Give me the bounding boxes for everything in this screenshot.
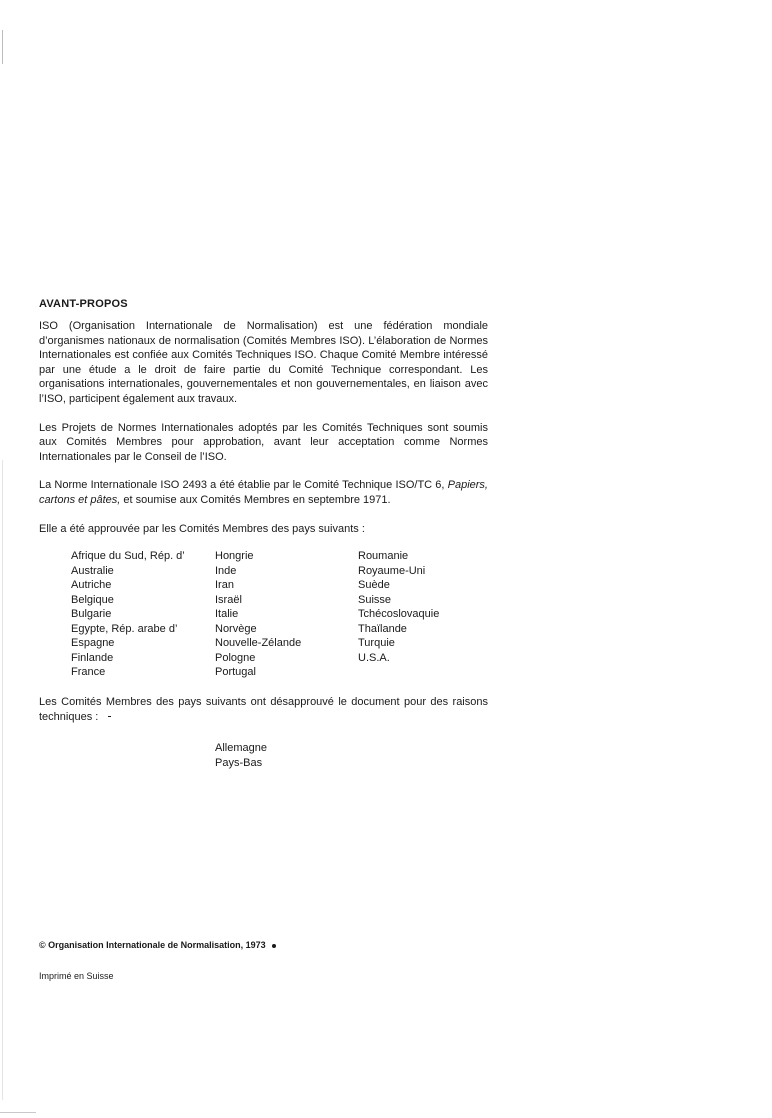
scan-edge-line [2,460,3,1100]
country-item: Suède [358,579,390,592]
countries-column-1 [71,549,185,680]
country-item: Suisse [358,593,392,606]
country-item: Royaume-Uni [358,564,426,577]
country-item: Pays-Bas [215,756,263,769]
country-item: Inde [215,564,237,577]
bullet-dot [272,944,276,948]
country-item: Finlande [71,651,114,664]
country-item: Bulgarie [71,608,112,621]
adoption-suffix: et soumise aux Comités Membres en septembre 1971. [123,493,391,506]
country-item: Allemagne [215,742,267,755]
country-item: U.S.A. [358,651,390,664]
disapproving-countries-list [215,741,488,770]
country-item: France [71,666,106,679]
paragraph-draft-standards: Les Projets de Normes Internationales adoptés par les Comités Techniques sont soumis aux Comités Membres pour approbation, avant leur acceptation comme Normes Internationales par le Conseil de l’ISO. [39,421,488,463]
adoption-prefix: La Norme Internationale ISO 2493 a été établie par le Comité Technique ISO/TC 6, [39,479,445,492]
country-item: Israël [215,593,242,606]
country-item: Belgique [71,593,114,606]
scan-edge-mark [2,30,3,64]
country-item: Espagne [71,637,115,650]
disapproval-intro [39,695,488,724]
country-item: Iran [215,579,234,592]
country-item: Nouvelle-Zélande [215,637,302,650]
country-item: Italie [215,608,239,621]
approving-countries-list [39,549,488,681]
country-item: Roumanie [358,550,409,563]
paragraph-adoption [39,478,488,507]
copyright-text: © Organisation Internationale de Normalisation, 1973 [39,940,266,950]
country-item: Egypte, Rép. arabe d’ [71,622,178,635]
foreword-section [39,298,488,770]
countries-column-2 [215,549,301,680]
disapproval-text: Les Comités Membres des pays suivants ont désapprouvé le document pour des raisons techniques : [39,696,488,723]
country-item: Autriche [71,579,112,592]
committee-title: Papiers, cartons et pâtes, [39,479,488,506]
country-item: Australie [71,564,114,577]
country-item: Tchécoslovaquie [358,608,440,621]
foreword-heading: AVANT-PROPOS [39,298,128,310]
printed-in-line: Imprimé en Suisse [39,971,114,981]
country-item: Turquie [358,637,395,650]
country-item: Norvège [215,622,257,635]
countries-column-3 [358,549,439,665]
country-item: Pologne [215,651,256,664]
country-item: Portugal [215,666,256,679]
paragraph-iso-intro: ISO (Organisation Internationale de Normalisation) est une fédération mondiale d’organismes nationaux de normalisation (Comités Membres ISO). L’élaboration de Normes Internationales est confiée aux Comités Techniques ISO. Chaque Comité Membre intéressé par une étude a le droit de faire partie du Comité Technique correspondant. Les organisations internationales, gouvernementales et non gouvernementales, en liaison avec l’ISO, participent également aux travaux. [39,320,488,405]
approval-intro: Elle a été approuvée par les Comités Membres des pays suivants : [39,522,365,535]
country-item: Thaïlande [358,622,407,635]
country-item: Hongrie [215,550,254,563]
copyright-line [39,940,276,950]
country-item: Afrique du Sud, Rép. d’ [71,550,185,563]
scan-bottom-mark [0,1112,36,1113]
dash-mark [108,716,111,717]
